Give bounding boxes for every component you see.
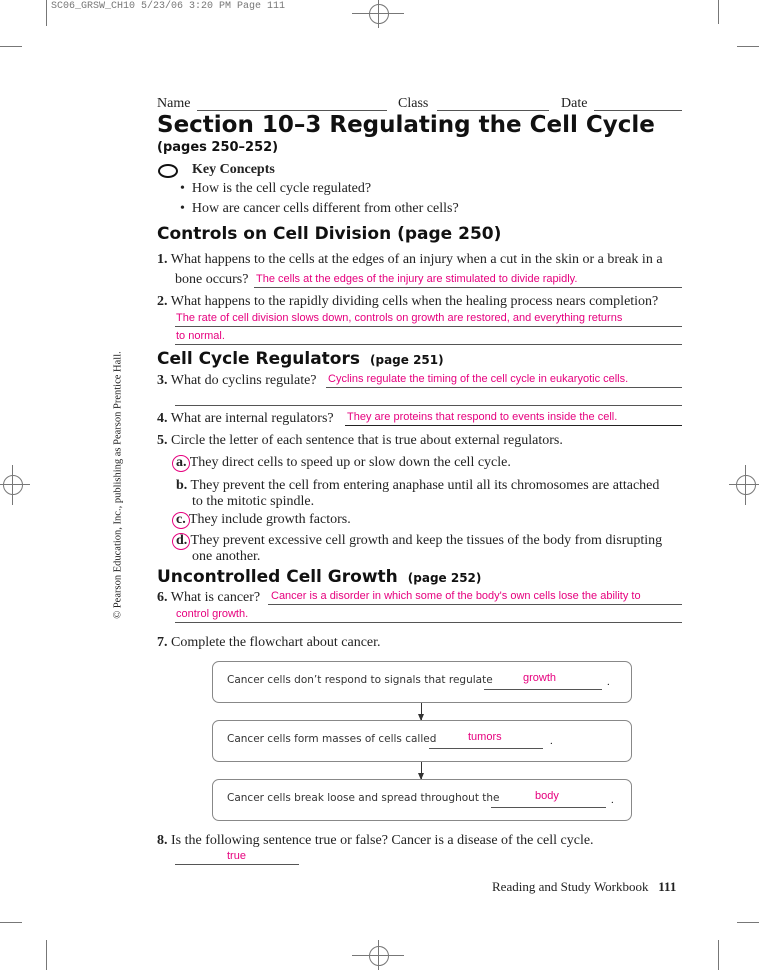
registration-mark-icon xyxy=(369,4,389,24)
name-label: Name xyxy=(157,96,191,111)
footer-text: Reading and Study Workbook xyxy=(492,879,649,894)
page-title: Section 10–3 Regulating the Cell Cycle xyxy=(157,112,655,138)
question-2 xyxy=(157,294,658,310)
date-label: Date xyxy=(561,96,588,111)
question-number: 6. xyxy=(157,590,168,605)
answer-text: The cells at the edges of the injury are stimulated to divide rapidly. xyxy=(256,273,578,285)
answer-text: body xyxy=(535,790,559,802)
option-letter: d. xyxy=(176,533,188,548)
date-field[interactable] xyxy=(594,110,682,111)
question-number: 3. xyxy=(157,373,168,388)
section-title: Uncontrolled Cell Growth xyxy=(157,567,398,587)
copyright-notice: © Pearson Education, Inc., publishing as Pearson Prentice Hall. xyxy=(112,351,124,619)
option-text: to the mitotic spindle. xyxy=(192,494,315,509)
option-a[interactable] xyxy=(176,455,511,471)
option-letter: b. xyxy=(176,478,188,493)
answer-line[interactable] xyxy=(429,748,543,749)
answer-line[interactable] xyxy=(326,387,682,388)
section-heading xyxy=(157,567,481,588)
flowchart-text: Cancer cells break loose and spread throughout the xyxy=(227,792,500,804)
key-concept-item: • How are cancer cells different from other cells? xyxy=(180,201,459,216)
option-letter: c. xyxy=(176,512,186,527)
crop-mark xyxy=(718,940,719,970)
question-number: 4. xyxy=(157,411,168,426)
option-d[interactable] xyxy=(176,533,662,549)
print-slug: SC06_GRSW_CH10 5/23/06 3:20 PM Page 111 xyxy=(51,1,286,12)
answer-line[interactable] xyxy=(254,287,682,288)
crop-mark xyxy=(378,0,379,28)
answer-text: control growth. xyxy=(176,608,249,620)
answer-text: Cancer is a disorder in which some of the body's own cells lose the ability to xyxy=(271,590,641,602)
question-6 xyxy=(157,590,260,606)
flowchart-text: Cancer cells form masses of cells called xyxy=(227,733,437,745)
registration-mark-icon xyxy=(736,475,756,495)
section-heading xyxy=(157,224,501,244)
option-b[interactable] xyxy=(176,478,659,494)
question-number: 7. xyxy=(157,635,168,650)
question-number: 5. xyxy=(157,433,168,448)
crop-mark xyxy=(745,465,746,505)
question-text: What happens to the cells at the edges of an injury when a cut in the skin or a break in a xyxy=(170,252,663,267)
period: . xyxy=(611,794,614,806)
section-title: Cell Cycle Regulators xyxy=(157,349,360,369)
answer-line[interactable] xyxy=(268,604,682,605)
question-text: What happens to the rapidly dividing cells when the healing process nears completion? xyxy=(170,294,659,309)
key-concept-item: • How is the cell cycle regulated? xyxy=(180,181,372,196)
answer-text: The rate of cell division slows down, controls on growth are restored, and everything returns xyxy=(176,312,623,324)
key-concepts-label: Key Concepts xyxy=(192,162,275,177)
key-concept-text: How is the cell cycle regulated? xyxy=(191,181,372,196)
arrow-down-icon xyxy=(421,703,422,720)
crop-mark xyxy=(46,0,47,26)
question-number: 2. xyxy=(157,294,168,309)
question-text: What is cancer? xyxy=(170,590,261,605)
option-text: one another. xyxy=(192,549,261,564)
answer-text: Cyclins regulate the timing of the cell cycle in eukaryotic cells. xyxy=(328,373,629,385)
page-number: 111 xyxy=(658,879,677,894)
question-text: bone occurs? xyxy=(175,272,249,287)
crop-mark xyxy=(0,46,22,47)
question-1 xyxy=(157,252,663,268)
crop-mark xyxy=(729,484,759,485)
flowchart-box xyxy=(212,661,632,703)
crop-mark xyxy=(0,922,22,923)
crop-mark xyxy=(0,484,30,485)
answer-line[interactable] xyxy=(345,425,682,426)
section-page: (page 252) xyxy=(407,571,482,585)
section-page: (page 251) xyxy=(370,353,444,367)
class-field[interactable] xyxy=(437,110,549,111)
registration-mark-icon xyxy=(369,946,389,966)
option-letter: a. xyxy=(176,455,187,470)
answer-line[interactable] xyxy=(175,344,682,345)
footer xyxy=(492,879,676,895)
flowchart-text: Cancer cells don’t respond to signals that regulate xyxy=(227,674,493,686)
answer-text: They are proteins that respond to events inside the cell. xyxy=(347,411,618,423)
crop-mark xyxy=(737,46,759,47)
answer-line[interactable] xyxy=(175,405,682,406)
section-page: (page 250) xyxy=(397,224,502,244)
answer-text: growth xyxy=(523,672,557,684)
option-c[interactable] xyxy=(176,512,351,528)
period: . xyxy=(607,676,610,688)
answer-line[interactable] xyxy=(175,864,299,865)
question-3 xyxy=(157,373,317,389)
question-5 xyxy=(157,433,563,449)
question-text: Complete the flowchart about cancer. xyxy=(171,635,381,650)
question-7 xyxy=(157,635,381,651)
key-icon xyxy=(158,164,178,178)
answer-text: true xyxy=(227,850,246,862)
question-text: What are internal regulators? xyxy=(170,411,334,426)
crop-mark xyxy=(378,940,379,970)
answer-text: tumors xyxy=(468,731,502,743)
question-text: Is the following sentence true or false? Cancer is a disease of the cell cycle. xyxy=(171,833,594,848)
answer-line[interactable] xyxy=(484,689,602,690)
question-4 xyxy=(157,411,334,427)
question-text: What do cyclins regulate? xyxy=(170,373,317,388)
answer-line[interactable] xyxy=(175,326,682,327)
section-title: Controls on Cell Division xyxy=(157,224,392,244)
question-number: 8. xyxy=(157,833,168,848)
question-number: 1. xyxy=(157,252,168,267)
question-text: Circle the letter of each sentence that is true about external regulators. xyxy=(171,433,563,448)
option-text: They prevent excessive cell growth and keep the tissues of the body from disrupting xyxy=(190,533,663,548)
option-text: They include growth factors. xyxy=(188,512,351,527)
flowchart-box xyxy=(212,720,632,762)
answer-text: to normal. xyxy=(176,330,225,342)
question-8 xyxy=(157,833,594,849)
section-heading xyxy=(157,349,444,370)
name-field[interactable] xyxy=(197,110,387,111)
registration-mark-icon xyxy=(3,475,23,495)
option-text: They direct cells to speed up or slow down the cell cycle. xyxy=(189,455,511,470)
option-text: They prevent the cell from entering anaphase until all its chromosomes are attached xyxy=(190,478,660,493)
flowchart-box xyxy=(212,779,632,821)
crop-mark xyxy=(718,0,719,24)
class-label: Class xyxy=(398,96,429,111)
key-concept-text: How are cancer cells different from other cells? xyxy=(191,201,459,216)
answer-line[interactable] xyxy=(175,622,682,623)
crop-mark xyxy=(12,465,13,505)
crop-mark xyxy=(737,922,759,923)
page-range: (pages 250–252) xyxy=(157,140,279,155)
answer-line[interactable] xyxy=(491,807,606,808)
period: . xyxy=(550,735,553,747)
arrow-down-icon xyxy=(421,762,422,779)
crop-mark xyxy=(46,940,47,970)
